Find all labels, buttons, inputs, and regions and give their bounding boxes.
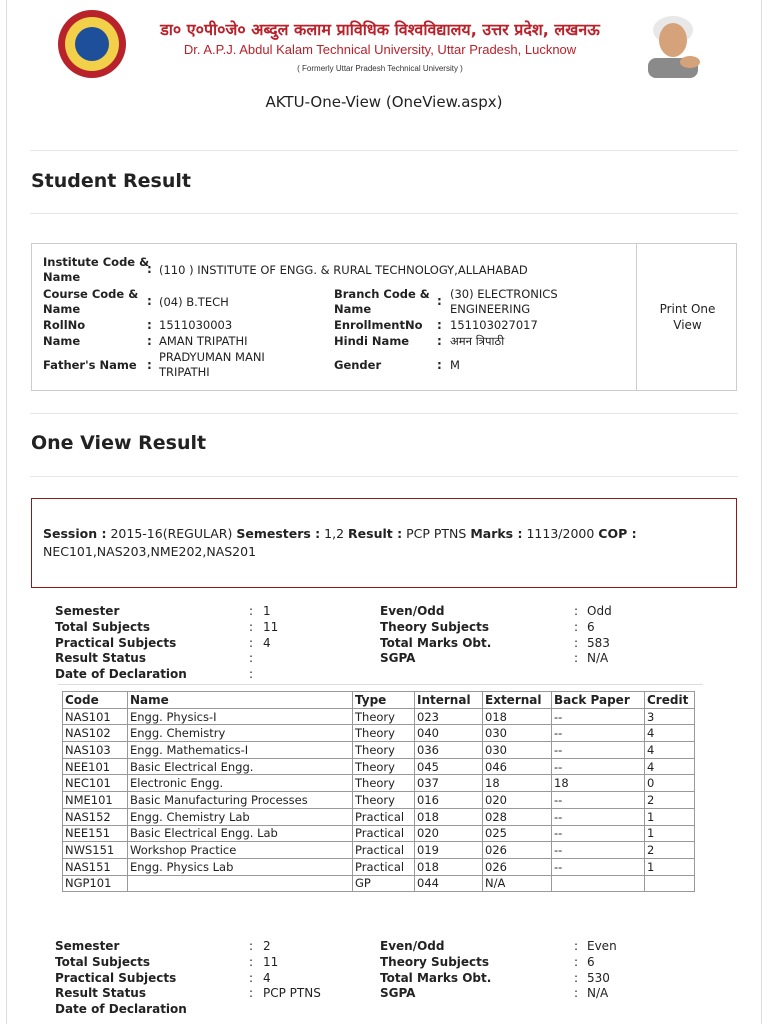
colon: : [574, 604, 579, 618]
table-cell: -- [552, 708, 645, 725]
table-cell: Practical [353, 808, 415, 825]
sgpa-label: SGPA [380, 986, 416, 1000]
table-row [63, 808, 695, 825]
semesters-label: Semesters : [236, 526, 321, 541]
marks-value: 1113/2000 [526, 526, 595, 541]
table-cell: -- [552, 742, 645, 759]
print-one-view-label: Print One View [659, 302, 716, 332]
table-row [63, 708, 695, 725]
table-row [63, 825, 695, 842]
page-frame-left [6, 0, 7, 1024]
name-value: AMAN TRIPATHI [159, 334, 248, 348]
table-cell: NEE101 [63, 758, 128, 775]
table-cell: 046 [483, 758, 552, 775]
colon: : [147, 294, 152, 308]
table-cell: -- [552, 808, 645, 825]
colon: : [249, 620, 254, 634]
table-cell: 4 [645, 725, 695, 742]
table-cell: 4 [645, 758, 695, 775]
table-cell: 18 [483, 775, 552, 792]
divider [30, 476, 738, 477]
column-header: Back Paper [552, 692, 645, 709]
colon: : [249, 939, 254, 953]
colon: : [574, 651, 579, 665]
table-cell: 2 [645, 842, 695, 859]
table-cell: Theory [353, 708, 415, 725]
table-cell: NWS151 [63, 842, 128, 859]
sgpa-label: SGPA [380, 651, 416, 665]
portrait-icon [638, 8, 708, 78]
result-label: Result : [348, 526, 403, 541]
colon: : [437, 318, 442, 332]
table-cell [645, 875, 695, 892]
total-marks-label: Total Marks Obt. [380, 636, 492, 650]
colon: : [574, 636, 579, 650]
colon: : [249, 955, 254, 969]
theory-subjects-label: Theory Subjects [380, 955, 490, 969]
semester-label: Semester [55, 939, 120, 953]
marks-table-body [63, 708, 695, 892]
total-subjects-label: Total Subjects [55, 955, 150, 969]
table-cell: NAS152 [63, 808, 128, 825]
colon: : [437, 358, 442, 372]
branch-value: (30) ELECTRONICS ENGINEERING [450, 287, 558, 316]
column-header: Name [128, 692, 353, 709]
table-cell: 1 [645, 858, 695, 875]
page-frame-right [761, 0, 762, 1024]
institute-label: Institute Code & Name [43, 255, 150, 284]
colon: : [574, 939, 579, 953]
table-cell: Practical [353, 858, 415, 875]
colon: : [574, 986, 579, 1000]
table-cell: 4 [645, 742, 695, 759]
table-cell: N/A [483, 875, 552, 892]
column-header: Internal [415, 692, 483, 709]
table-cell: 037 [415, 775, 483, 792]
father-name-value: PRADYUMAN MANI TRIPATHI [159, 350, 265, 379]
table-cell: Engg. Physics-I [128, 708, 353, 725]
table-cell: -- [552, 858, 645, 875]
divider [30, 150, 738, 151]
table-cell: -- [552, 842, 645, 859]
colon: : [147, 318, 152, 332]
divider [30, 213, 738, 214]
total-subjects-label: Total Subjects [55, 620, 150, 634]
total-marks-label: Total Marks Obt. [380, 971, 492, 985]
table-cell: Practical [353, 825, 415, 842]
semester-label: Semester [55, 604, 120, 618]
colon: : [147, 262, 152, 276]
table-cell: 030 [483, 725, 552, 742]
even-odd-value: Odd [587, 604, 612, 618]
marks-label: Marks : [470, 526, 523, 541]
student-result-heading: Student Result [31, 170, 191, 192]
father-name-label: Father's Name [43, 358, 137, 372]
one-view-result-heading: One View Result [31, 432, 207, 454]
table-cell: 040 [415, 725, 483, 742]
table-cell: Theory [353, 742, 415, 759]
colon: : [574, 971, 579, 985]
table-cell: 0 [645, 775, 695, 792]
column-header: Code [63, 692, 128, 709]
table-cell: Workshop Practice [128, 842, 353, 859]
table-cell: 018 [415, 808, 483, 825]
table-cell: Basic Electrical Engg. Lab [128, 825, 353, 842]
table-cell: NAS101 [63, 708, 128, 725]
practical-subjects-value: 4 [263, 636, 271, 650]
table-cell: 026 [483, 842, 552, 859]
colon: : [249, 986, 254, 1000]
colon: : [437, 294, 442, 308]
table-cell: Engg. Chemistry Lab [128, 808, 353, 825]
table-cell: 026 [483, 858, 552, 875]
semester-value: 2 [263, 939, 271, 953]
sgpa-value: N/A [587, 651, 609, 665]
column-header: Credit [645, 692, 695, 709]
column-header: External [483, 692, 552, 709]
table-cell: 018 [415, 858, 483, 875]
table-cell: Basic Manufacturing Processes [128, 792, 353, 809]
hindi-name-label: Hindi Name [334, 334, 410, 348]
result-status-value: PCP PTNS [263, 986, 321, 1000]
table-cell: Practical [353, 842, 415, 859]
table-cell: -- [552, 758, 645, 775]
table-cell: Theory [353, 725, 415, 742]
table-cell [128, 875, 353, 892]
table-row [63, 842, 695, 859]
theory-subjects-value: 6 [587, 955, 595, 969]
even-odd-value: Even [587, 939, 617, 953]
session-summary-box [31, 498, 737, 588]
table-cell: Engg. Chemistry [128, 725, 353, 742]
name-label: Name [43, 334, 81, 348]
table-top-rule [58, 684, 703, 685]
table-cell: Engg. Mathematics-I [128, 742, 353, 759]
cop-value: NEC101,NAS203,NME202,NAS201 [43, 544, 257, 559]
table-cell: NAS151 [63, 858, 128, 875]
table-cell: NEC101 [63, 775, 128, 792]
student-info-box [31, 243, 737, 391]
table-cell: 18 [552, 775, 645, 792]
table-row [63, 758, 695, 775]
semesters-value: 1,2 [324, 526, 345, 541]
result-status-label: Result Status [55, 651, 146, 665]
table-cell: 044 [415, 875, 483, 892]
page-heading: AKTU-One-View (OneView.aspx) [265, 93, 503, 111]
table-header-row [63, 692, 695, 709]
university-logo-icon [58, 10, 126, 78]
table-cell: 3 [645, 708, 695, 725]
colon: : [249, 604, 254, 618]
table-cell: 1 [645, 825, 695, 842]
practical-subjects-value: 4 [263, 971, 271, 985]
colon: : [574, 620, 579, 634]
course-label: Course Code & Name [43, 287, 139, 316]
theory-subjects-value: 6 [587, 620, 595, 634]
table-cell: Engg. Physics Lab [128, 858, 353, 875]
table-cell: NAS102 [63, 725, 128, 742]
cop-label: COP : [598, 526, 637, 541]
table-row [63, 742, 695, 759]
colon: : [147, 358, 152, 372]
university-english-title: Dr. A.P.J. Abdul Kalam Technical University, Uttar Pradesh, Lucknow [183, 42, 577, 57]
total-marks-value: 530 [587, 971, 610, 985]
table-cell: NAS103 [63, 742, 128, 759]
table-cell: 018 [483, 708, 552, 725]
table-cell: 020 [483, 792, 552, 809]
table-cell [552, 875, 645, 892]
table-cell: Electronic Engg. [128, 775, 353, 792]
table-cell: 025 [483, 825, 552, 842]
session-summary-text [43, 525, 723, 561]
print-one-view-button[interactable] [638, 244, 737, 390]
colon: : [147, 334, 152, 348]
table-row [63, 792, 695, 809]
table-row [63, 775, 695, 792]
total-marks-value: 583 [587, 636, 610, 650]
course-value: (04) B.TECH [159, 295, 229, 309]
table-cell: -- [552, 825, 645, 842]
table-cell: -- [552, 792, 645, 809]
total-subjects-value: 11 [263, 620, 279, 634]
colon: : [437, 334, 442, 348]
table-row [63, 875, 695, 892]
table-row [63, 858, 695, 875]
table-cell: 045 [415, 758, 483, 775]
session-label: Session : [43, 526, 107, 541]
table-cell: NGP101 [63, 875, 128, 892]
colon: : [249, 667, 254, 681]
gender-label: Gender [334, 358, 382, 372]
enrollment-value: 151103027017 [450, 318, 538, 332]
result-value: PCP PTNS [406, 526, 467, 541]
table-cell: NEE151 [63, 825, 128, 842]
date-of-declaration-label: Date of Declaration [55, 667, 187, 681]
enrollment-label: EnrollmentNo [334, 318, 423, 332]
table-cell: -- [552, 725, 645, 742]
roll-label: RollNo [43, 318, 86, 332]
table-cell: NME101 [63, 792, 128, 809]
institute-value: (110 ) INSTITUTE OF ENGG. & RURAL TECHNOLOGY,ALLAHABAD [159, 263, 528, 277]
table-cell: 1 [645, 808, 695, 825]
table-cell: 036 [415, 742, 483, 759]
marks-table [62, 691, 695, 892]
practical-subjects-label: Practical Subjects [55, 971, 177, 985]
date-of-declaration-label: Date of Declaration [55, 1002, 187, 1016]
divider [30, 413, 738, 414]
university-hindi-title: डा० ए०पी०जे० अब्दुल कलाम प्राविधिक विश्वविद्यालय, उत्तर प्रदेश, लखनऊ [160, 20, 600, 39]
table-cell: 016 [415, 792, 483, 809]
column-header: Type [353, 692, 415, 709]
session-value: 2015-16(REGULAR) [110, 526, 233, 541]
table-cell: 023 [415, 708, 483, 725]
hindi-name-value: अमन त्रिपाठी [450, 334, 505, 348]
table-cell: Theory [353, 758, 415, 775]
colon: : [574, 955, 579, 969]
total-subjects-value: 11 [263, 955, 279, 969]
sgpa-value: N/A [587, 986, 609, 1000]
info-divider [636, 244, 637, 390]
table-cell: 030 [483, 742, 552, 759]
gender-value: M [450, 358, 460, 372]
table-cell: Theory [353, 792, 415, 809]
table-cell: Basic Electrical Engg. [128, 758, 353, 775]
table-cell: GP [353, 875, 415, 892]
practical-subjects-label: Practical Subjects [55, 636, 177, 650]
theory-subjects-label: Theory Subjects [380, 620, 490, 634]
table-cell: 019 [415, 842, 483, 859]
branch-label: Branch Code & Name [334, 287, 430, 316]
table-cell: Theory [353, 775, 415, 792]
result-status-label: Result Status [55, 986, 146, 1000]
colon: : [249, 651, 254, 665]
table-cell: 028 [483, 808, 552, 825]
colon: : [249, 971, 254, 985]
formerly-name: ( Formerly Uttar Pradesh Technical University ) [297, 64, 463, 73]
table-cell: 2 [645, 792, 695, 809]
even-odd-label: Even/Odd [380, 939, 445, 953]
table-cell: 020 [415, 825, 483, 842]
even-odd-label: Even/Odd [380, 604, 445, 618]
semester-value: 1 [263, 604, 271, 618]
colon: : [249, 636, 254, 650]
table-row [63, 725, 695, 742]
roll-value: 1511030003 [159, 318, 233, 332]
